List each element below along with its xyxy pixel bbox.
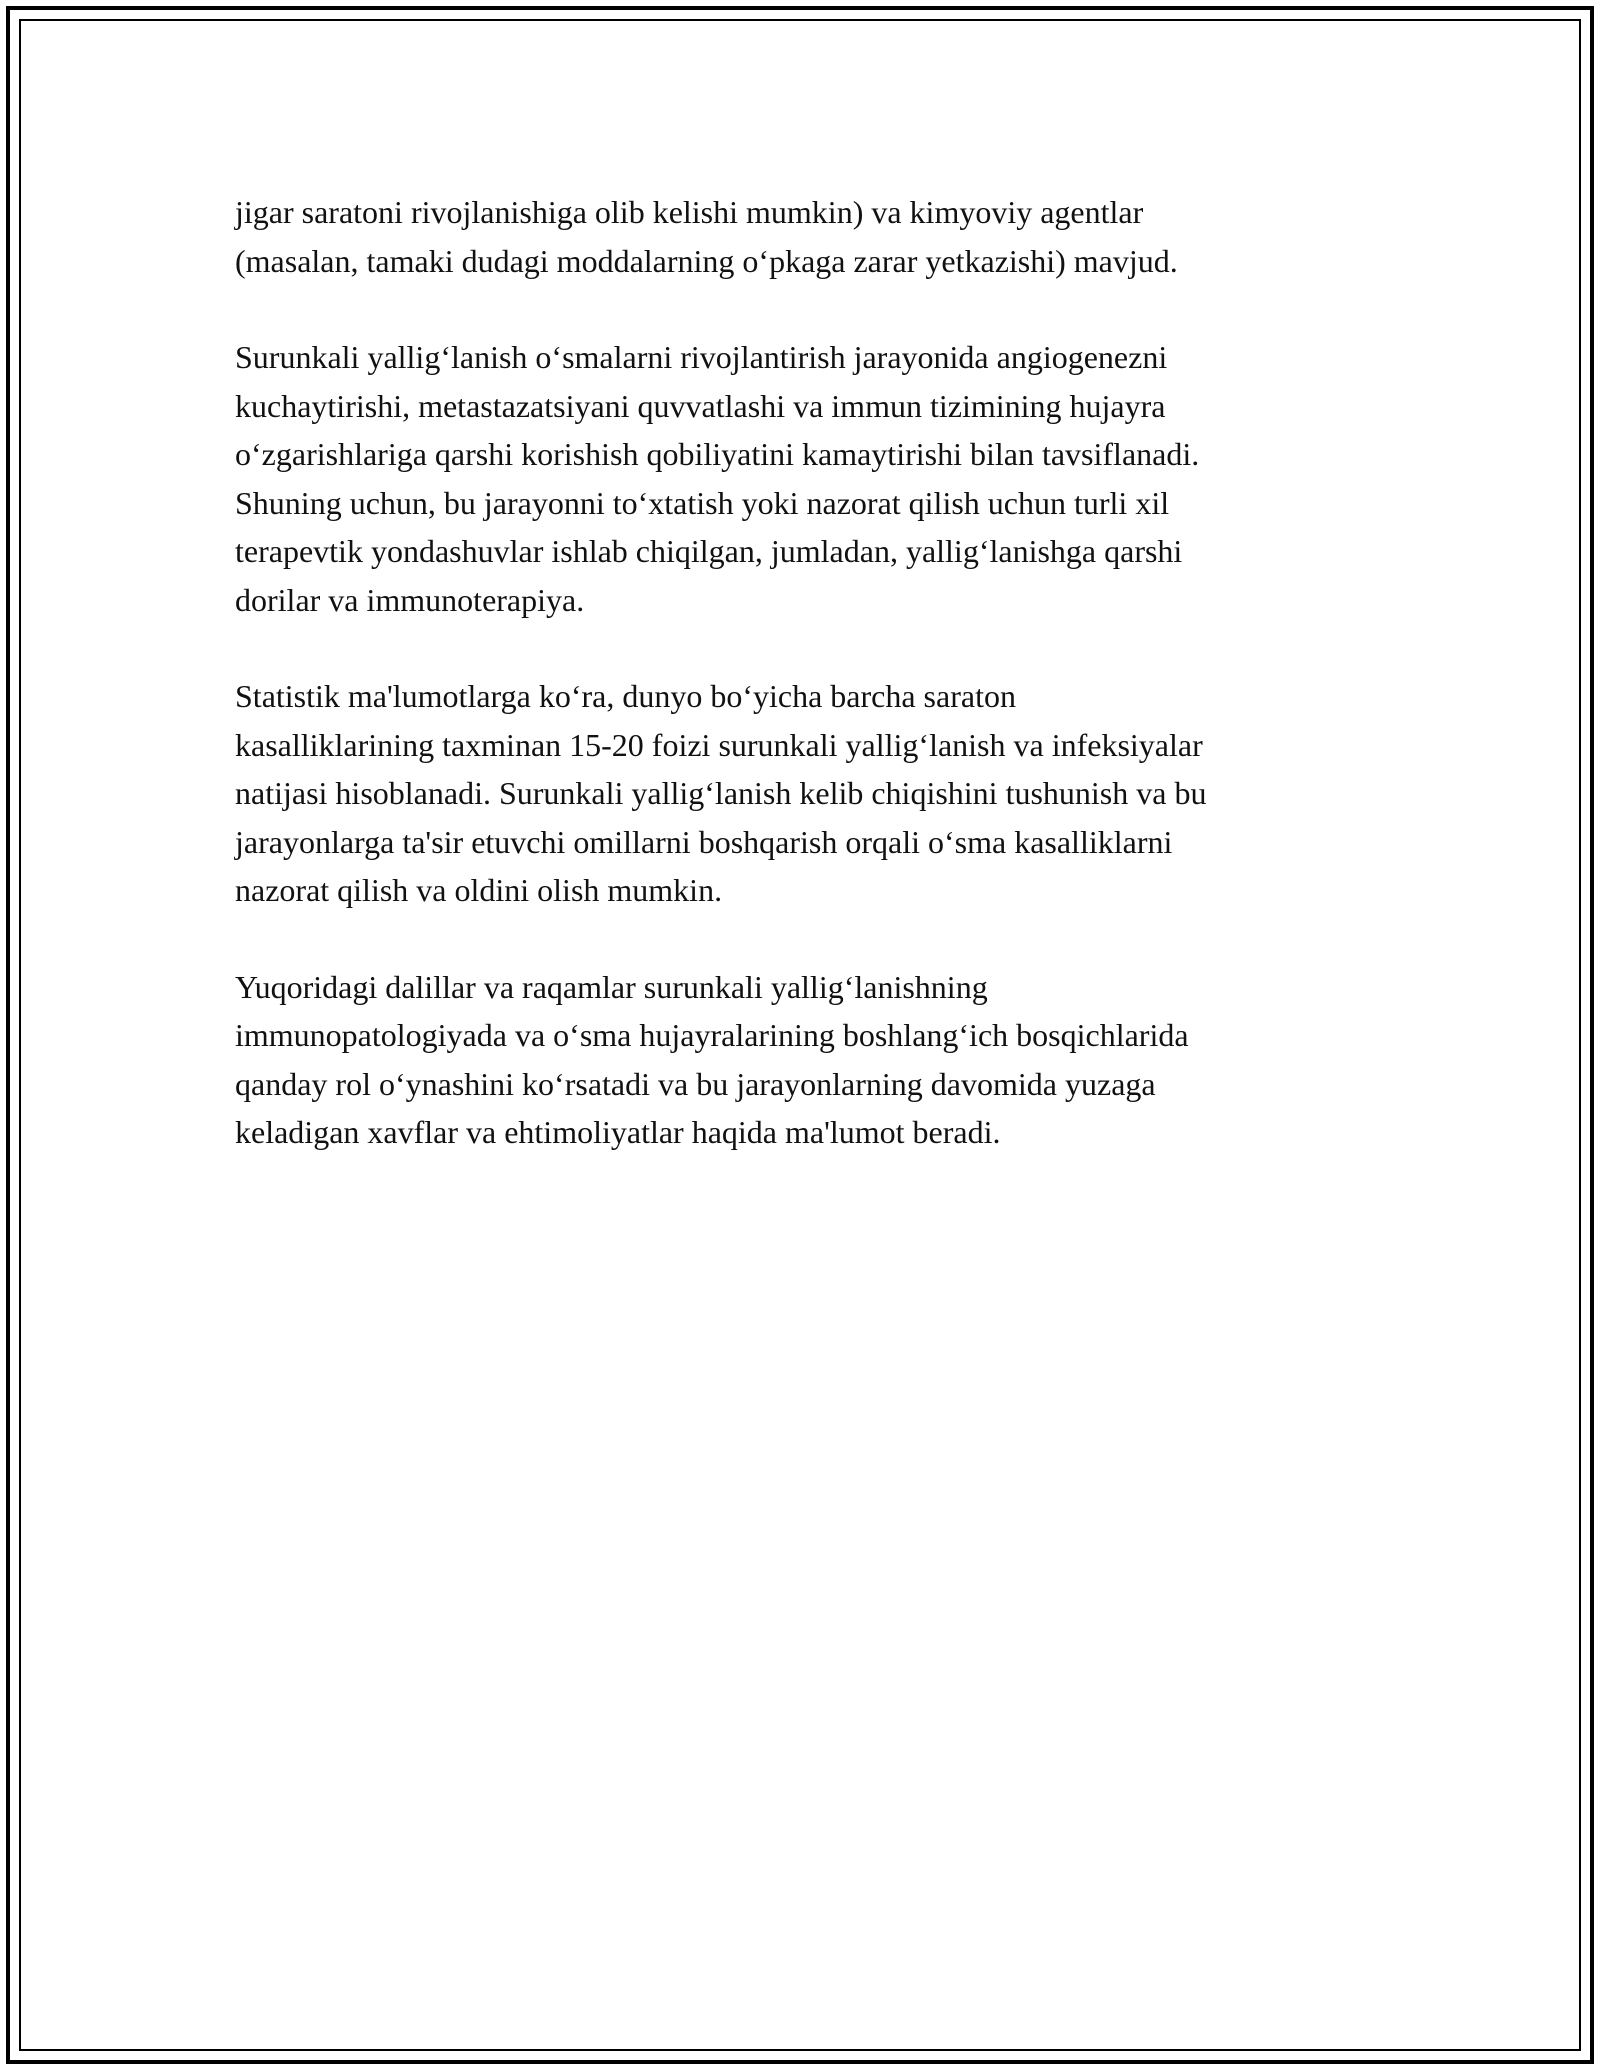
paragraph-3 (235, 672, 1375, 915)
text-line: Yuqoridagi dalillar va raqamlar surunkali yallig‘lanishning (235, 968, 988, 1005)
text-line: Surunkali yallig‘lanish o‘smalarni rivojlantirish jarayonida angiogenezni (235, 339, 1168, 375)
text-line: nazorat qilish va oldini olish mumkin. (235, 872, 723, 908)
paragraph-1 (235, 188, 1375, 285)
paragraph-2 (235, 333, 1375, 624)
text-line: terapevtik yondashuvlar ishlab chiqilgan, jumladan, yallig‘lanishga qarshi (235, 533, 1183, 569)
text-line: jarayonlarga ta'sir etuvchi omillarni boshqarish orqali o‘sma kasalliklarni (235, 823, 1173, 860)
paragraph-4 (235, 963, 1375, 1157)
text-line: Statistik ma'lumotlarga ko‘ra, dunyo bo‘yicha barcha saraton (235, 678, 1016, 714)
document-body (235, 188, 1375, 1205)
text-line: kuchaytirishi, metastazatsiyani quvvatlashi va immun tizimining hujayra (235, 387, 1166, 424)
text-line: natijasi hisoblanadi. Surunkali yallig‘lanish kelib chiqishini tushunish va bu (235, 775, 1207, 811)
text-line: o‘zgarishlariga qarshi korishish qobiliyatini kamaytirishi bilan tavsiflanadi. (235, 436, 1200, 472)
text-line: (masalan, tamaki dudagi moddalarning o‘pkaga zarar yetkazishi) mavjud. (235, 242, 1178, 279)
text-line: immunopatologiyada va o‘sma hujayralarining boshlang‘ich bosqichlarida (235, 1017, 1189, 1053)
text-line: keladigan xavflar va ehtimoliyatlar haqida ma'lumot beradi. (235, 1114, 1001, 1150)
text-line: kasalliklarining taxminan 15-20 foizi surunkali yallig‘lanish va infeksiyalar (235, 726, 1203, 763)
text-line: Shuning uchun, bu jarayonni to‘xtatish yoki nazorat qilish uchun turli xil (235, 484, 1170, 521)
text-line: jigar saratoni rivojlanishiga olib kelishi mumkin) va kimyoviy agentlar (235, 194, 1144, 230)
text-line: qanday rol o‘ynashini ko‘rsatadi va bu jarayonlarning davomida yuzaga (235, 1065, 1156, 1102)
text-line: dorilar va immunoterapiya. (235, 581, 585, 618)
